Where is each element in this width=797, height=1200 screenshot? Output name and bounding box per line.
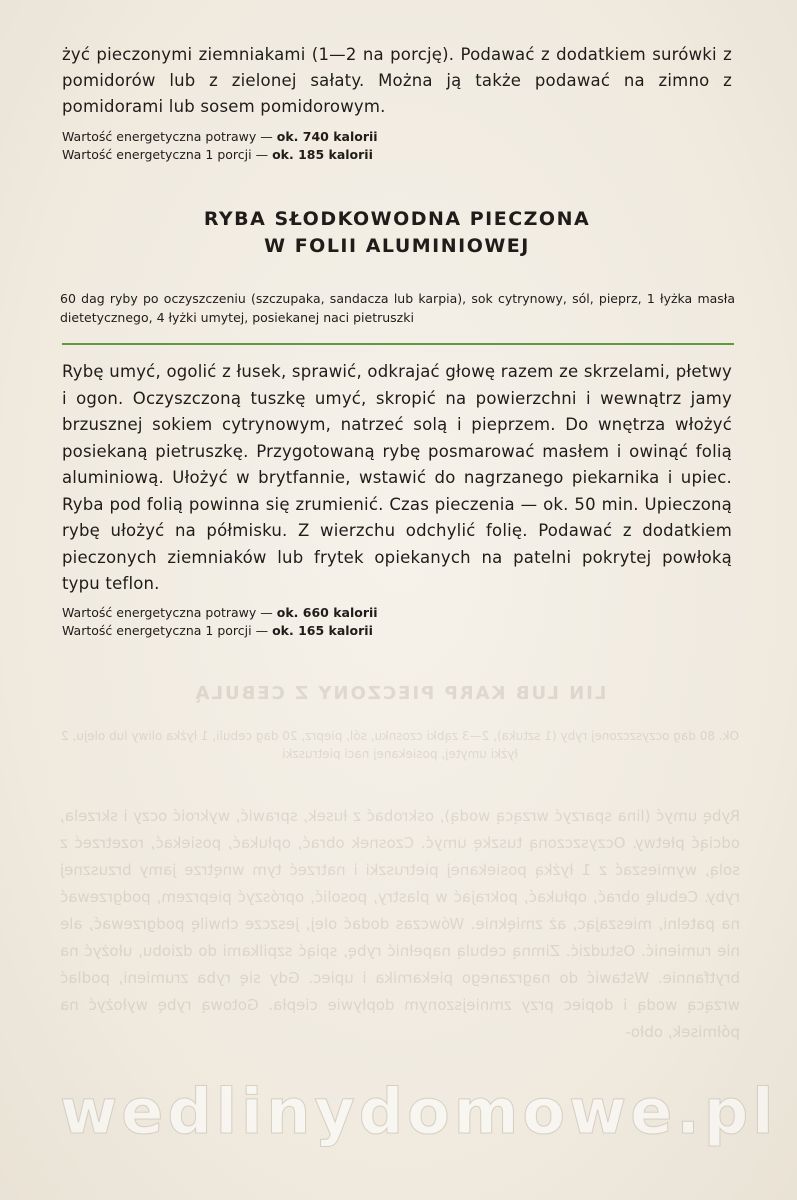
energy-dish-value: ok. 740 kalorii: [276, 129, 378, 144]
bleed-through-ingredients: Ok. 80 dag oczyszczonej ryby (1 sztuka), 2—3 ząbki czosnku, sól, pieprz, 20 dag cebuli, 1 łyżka oliwy lub oleju, 2 łyżki umytej, posiekanej naci pietruszki: [61, 729, 739, 761]
energy-dish-row: [62, 604, 562, 622]
energy-dish-label: Wartość energetyczna potrawy —: [62, 129, 273, 144]
recipe-title: [62, 206, 732, 260]
bleed-through-method: Rybę umyć (lina sparzyć wrzącą wodą), oskrobać z łusek, sprawić, wykroić oczy i skrzela, odciąć płetwy. Oczyszczoną tuszkę umyć. Czosnek obrać, opłukać, posiekać, rozetrzeć z solą, wymieszać z 1 łyżką posiekanej pietruszki i natrzeć tym wnętrze jamy brzusznej ryby. Cebulę obrać, opłukać, pokrajać w plastry, posolić, oprószyć pieprzem, podgrzewać na patelni, mieszając, aż zmięknie. Wówczas dodać olej, jeszcze chwilę podgrzewać, ale nie rumienić. Ostudzić. Zimną cebulą napełnić rybę, spiąć szpilkami do dziobu, ułożyć na brytfannie. Wstawić do nagrzanego piekarnika i upiec. Gdy się ryba zrumieni, podlać wrzącą wodą i dopiec przy zmniejszonym dopływie ciepła. Gotową rybę wyłożyć na półmisek, obło-: [60, 807, 740, 1041]
energy-values-recipe: [62, 604, 562, 640]
energy-portion-label: Wartość energetyczna 1 porcji —: [62, 623, 269, 638]
energy-dish-row: [62, 128, 562, 146]
energy-dish-value: ok. 660 kalorii: [276, 605, 378, 620]
energy-portion-row: [62, 622, 562, 640]
recipe-title-line1: RYBA SŁODKOWODNA PIECZONA: [203, 208, 591, 230]
intro-paragraph: żyć pieczonymi ziemniakami (1—2 na porcję). Podawać z dodatkiem surówki z pomidorów lub z zielonej sałaty. Można ją także podawać na zimno z pomidorami lub sosem pomidorowym.: [62, 45, 732, 116]
energy-portion-label: Wartość energetyczna 1 porcji —: [62, 147, 269, 162]
energy-portion-row: [62, 146, 562, 164]
energy-values-previous: [62, 128, 562, 164]
energy-portion-value: ok. 185 kalorii: [272, 147, 373, 162]
recipe-method: Rybę umyć, ogolić z łusek, sprawić, odkrajać głowę razem ze skrzelami, płetwy i ogon. Oczyszczoną tuszkę umyć, skropić na powierzchni i wewnątrz jamy brzusznej sokiem cytrynowym, natrzeć solą i pieprzem. Do wnętrza włożyć posiekaną pietruszkę. Przygotowaną rybę posmarować masłem i owinąć folią aluminiową. Ułożyć w brytfannie, wstawić do nagrzanego piekarnika i upiec. Ryba pod folią powinna się zrumienić. Czas pieczenia — ok. 50 min. Upieczoną rybę ułożyć na półmisku. Z wierzchu odchylić folię. Podawać z dodatkiem pieczonych ziemniaków lub frytek opiekanych na patelni pokrytej powłoką typu teflon.: [62, 362, 732, 593]
energy-portion-value: ok. 165 kalorii: [272, 623, 373, 638]
recipe-title-line2: W FOLII ALUMINIOWEJ: [264, 235, 530, 257]
energy-dish-label: Wartość energetyczna potrawy —: [62, 605, 273, 620]
bleed-through-text: [60, 680, 740, 1046]
watermark: wedlinydomowe.pl: [60, 1075, 778, 1148]
section-divider: [62, 343, 734, 345]
bleed-through-title: LIN LUB KARP PIECZONY Z CEBULĄ: [193, 683, 607, 704]
recipe-ingredients: 60 dag ryby po oczyszczeniu (szczupaka, sandacza lub karpia), sok cytrynowy, sól, pieprz, 1 łyżka masła dietetycznego, 4 łyżki umytej, posiekanej naci pietruszki: [60, 291, 735, 325]
